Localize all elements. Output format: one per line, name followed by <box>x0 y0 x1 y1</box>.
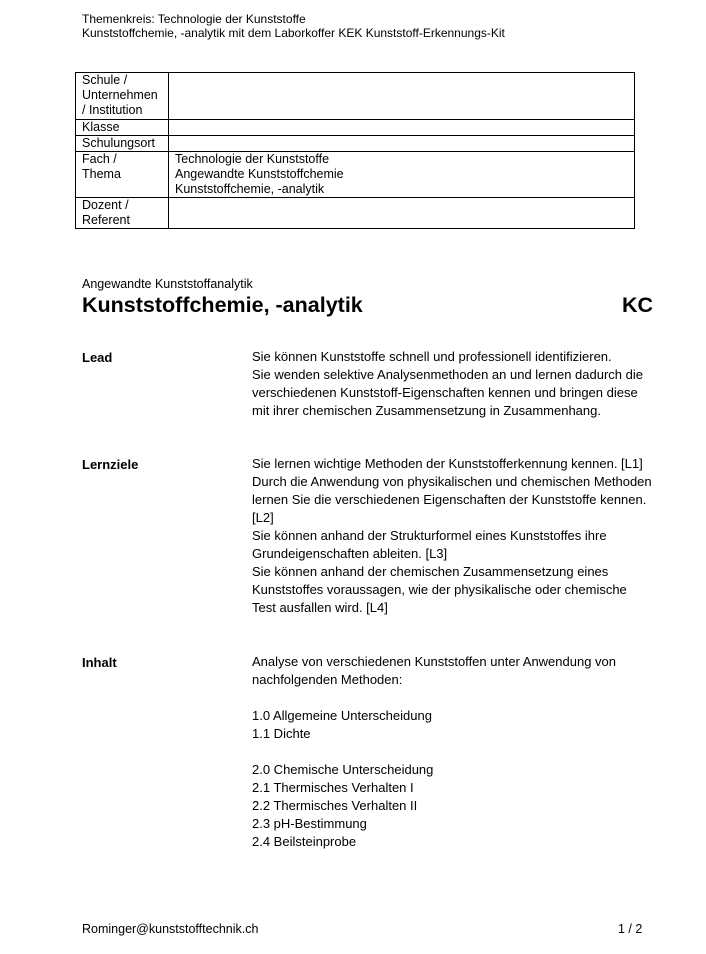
lernziele-line: lernen Sie die verschiedenen Eigenschaften der Kunststoffe kennen. <box>252 492 647 507</box>
course-info-table <box>75 72 635 229</box>
inhalt-method-item: 2.2 Thermisches Verhalten II <box>252 798 418 813</box>
lernziele-line: Sie können anhand der chemischen Zusammensetzung eines <box>252 564 609 579</box>
inhalt-method-item: 2.0 Chemische Unterscheidung <box>252 762 434 777</box>
inhalt-method-item: 1.0 Allgemeine Unterscheidung <box>252 708 432 723</box>
lead-line: Sie können Kunststoffe schnell und professionell identifizieren. <box>252 349 612 364</box>
page-header <box>82 12 505 40</box>
page-title: Kunststoffchemie, -analytik <box>82 293 363 317</box>
inhalt-intro-line: Analyse von verschiedenen Kunststoffen unter Anwendung von <box>252 654 617 669</box>
info-row-school <box>76 73 635 120</box>
lernziele-line: Durch die Anwendung von physikalischen und chemischen Methoden <box>252 474 652 489</box>
lernziele-label: Lernziele <box>82 457 139 472</box>
course-code: KC <box>622 293 654 317</box>
lead-label: Lead <box>82 350 113 365</box>
info-row-lecturer <box>76 198 635 229</box>
lead-line: verschiedenen Kunststoff-Eigenschaften kennen und bringen diese <box>252 385 638 400</box>
spacer <box>252 743 672 761</box>
info-row-subject <box>76 152 635 198</box>
header-course-line: Kunststoffchemie, -analytik mit dem Laborkoffer KEK Kunststoff-Erkennungs-Kit <box>82 26 505 40</box>
info-value <box>169 73 635 120</box>
lead-text <box>252 348 672 420</box>
lernziele-line: Sie lernen wichtige Methoden der Kunststofferkennung kennen. [L1] <box>252 456 643 471</box>
footer-email: Rominger@kunststofftechnik.ch <box>82 922 259 936</box>
inhalt-method-item: 2.4 Beilsteinprobe <box>252 834 357 849</box>
info-label: Fach / Thema <box>76 152 169 198</box>
lernziele-text <box>252 455 672 617</box>
spacer <box>252 689 672 707</box>
info-value: Technologie der Kunststoffe Angewandte Kunststoffchemie Kunststoffchemie, -analytik <box>169 152 635 198</box>
info-label: Dozent / Referent <box>76 198 169 229</box>
info-value <box>169 136 635 152</box>
lernziele-line: Kunststoffes voraussagen, wie der physikalische oder chemische <box>252 582 627 597</box>
inhalt-text <box>252 653 672 851</box>
lernziele-line: [L2] <box>252 510 274 525</box>
lernziele-line: Test ausfallen wird. [L4] <box>252 600 388 615</box>
info-label: Schulungsort <box>76 136 169 152</box>
info-row-location <box>76 136 635 152</box>
lead-line: mit ihrer chemischen Zusammensetzung in Zusammenhang. <box>252 403 601 418</box>
lead-line: Sie wenden selektive Analysenmethoden an und lernen dadurch die <box>252 367 643 382</box>
info-value <box>169 198 635 229</box>
info-label: Klasse <box>76 120 169 136</box>
inhalt-method-item: 2.3 pH-Bestimmung <box>252 816 367 831</box>
inhalt-intro-line: nachfolgenden Methoden: <box>252 672 403 687</box>
section-subtitle: Angewandte Kunststoffanalytik <box>82 277 253 291</box>
inhalt-label: Inhalt <box>82 655 117 670</box>
lernziele-line: Sie können anhand der Strukturformel eines Kunststoffes ihre <box>252 528 607 543</box>
header-topic-line: Themenkreis: Technologie der Kunststoffe <box>82 12 306 26</box>
lernziele-line: Grundeigenschaften ableiten. [L3] <box>252 546 448 561</box>
inhalt-method-item: 1.1 Dichte <box>252 726 311 741</box>
info-value <box>169 120 635 136</box>
inhalt-method-item: 2.1 Thermisches Verhalten I <box>252 780 414 795</box>
info-row-class <box>76 120 635 136</box>
footer-page-number: 1 / 2 <box>618 922 643 936</box>
info-label: Schule / Unternehmen / Institution <box>76 73 169 120</box>
